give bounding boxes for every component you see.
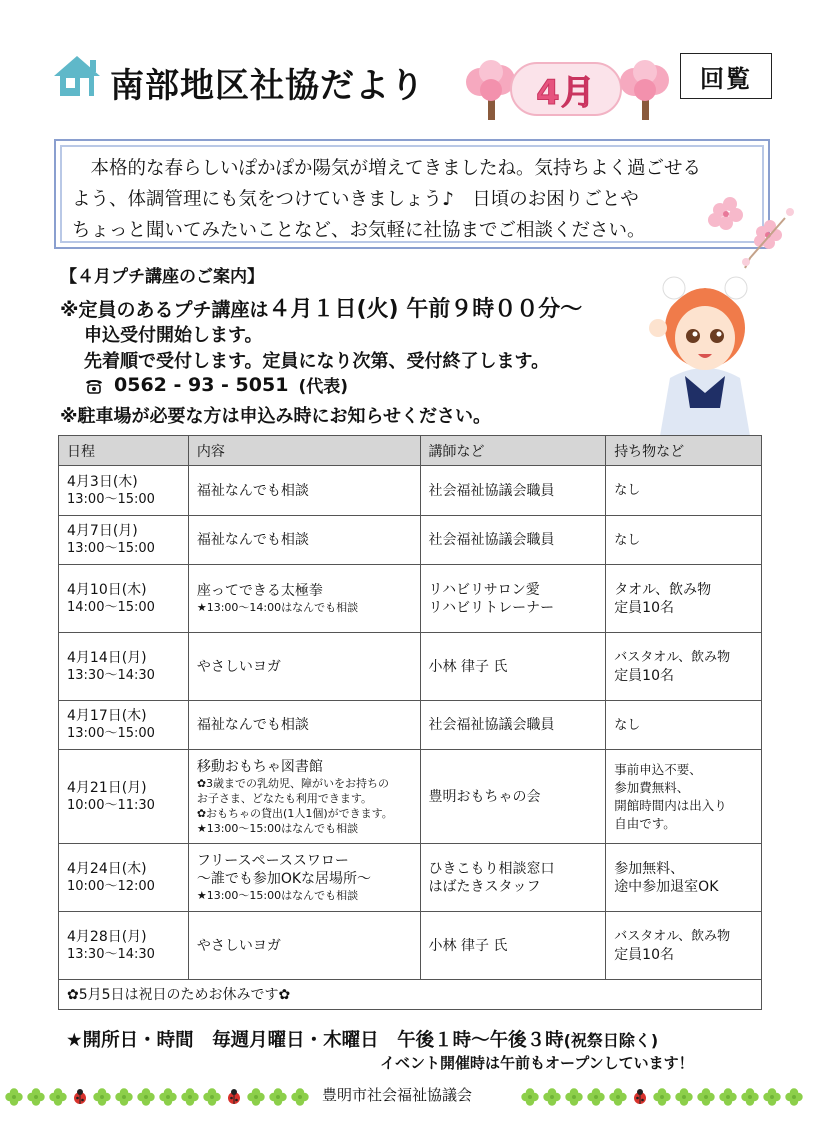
lecturer: はばたきスタッフ — [428, 878, 541, 895]
content-cell — [188, 633, 420, 701]
date: 4月14日(月) — [67, 649, 147, 666]
table-row — [59, 701, 762, 750]
intro-line: よう、体調管理にも気をつけていきましょう♪ 日頃のお困りごとや — [72, 189, 639, 210]
holiday-note: ✿5月5日は祝日のためお休みです✿ — [59, 980, 762, 1010]
items: 参加無料、 — [614, 860, 685, 877]
notice-line — [60, 292, 582, 323]
clover-icon — [652, 1087, 672, 1107]
table-row — [59, 633, 762, 701]
time: 13:00～15:00 — [67, 541, 155, 556]
phone-line — [84, 372, 348, 397]
cherry-tree-icon — [616, 58, 674, 122]
clover-icon — [246, 1087, 266, 1107]
content: やさしいヨガ — [196, 658, 281, 675]
content-note: ★13:00～15:00はなんでも相談 — [196, 889, 359, 902]
intro-box — [54, 139, 770, 249]
table-row — [59, 750, 762, 844]
content-note: ★13:00～15:00はなんでも相談 — [196, 821, 359, 835]
content: やさしいヨガ — [196, 937, 281, 954]
content-cell — [188, 844, 420, 912]
clover-icon — [202, 1087, 222, 1107]
intro-line: ちょっと聞いてみたいことなど、お気軽に社協までご相談ください。 — [72, 220, 646, 241]
table-row — [59, 912, 762, 980]
time: 13:00～15:00 — [67, 726, 155, 741]
date-cell — [59, 633, 189, 701]
items: 事前申込不要、 — [614, 761, 702, 777]
clover-icon — [158, 1087, 178, 1107]
column-header: 講師など — [420, 436, 606, 466]
time: 13:00～15:00 — [67, 491, 155, 507]
lecturer: リハビリトレーナー — [428, 599, 555, 616]
clover-icon — [564, 1087, 584, 1107]
content-cell — [188, 912, 420, 980]
notice-line: 申込受付開始します。 — [84, 325, 263, 346]
content-note: ★13:00～14:00はなんでも相談 — [196, 601, 359, 614]
items-cell — [606, 912, 762, 980]
date: 4月21日(月) — [67, 779, 147, 796]
clover-icon — [92, 1087, 112, 1107]
date: 4月10日(木) — [67, 581, 147, 598]
items: 参加費無料、 — [614, 779, 690, 795]
lecturer: 社会福祉協議会職員 — [428, 532, 555, 548]
clover-icon — [268, 1087, 288, 1107]
ladybug-icon — [224, 1087, 244, 1107]
items-cell — [606, 750, 762, 844]
time: 13:30～14:30 — [67, 946, 155, 962]
date: 4月3日(木) — [67, 473, 138, 490]
table-row — [59, 844, 762, 912]
lecturer-cell — [420, 516, 606, 565]
lecturer-cell — [420, 750, 606, 844]
table-header-row — [59, 436, 762, 466]
column-header: 日程 — [59, 436, 189, 466]
kairan-box: 回覧 — [680, 53, 772, 99]
time: 10:00～11:30 — [67, 797, 155, 813]
clover-border — [520, 1084, 804, 1110]
clover-icon — [520, 1087, 540, 1107]
items: なし — [614, 532, 641, 548]
clover-icon — [608, 1087, 628, 1107]
clover-icon — [718, 1087, 738, 1107]
lecturer: ひきこもり相談窓口 — [428, 860, 555, 877]
date: 4月28日(月) — [67, 928, 147, 945]
content-note: ✿3歳までの乳幼児、障がいをお持ちの — [196, 776, 390, 790]
table-row — [59, 466, 762, 516]
items-cell — [606, 516, 762, 565]
items: 定員10名 — [614, 946, 675, 963]
date-cell — [59, 565, 189, 633]
clover-border — [4, 1084, 310, 1110]
date-cell — [59, 516, 189, 565]
table-row — [59, 565, 762, 633]
clover-icon — [26, 1087, 46, 1107]
items-cell — [606, 633, 762, 701]
clover-icon — [586, 1087, 606, 1107]
items: 定員10名 — [614, 599, 675, 616]
column-header: 持ち物など — [606, 436, 762, 466]
content-cell — [188, 516, 420, 565]
date: 4月17日(木) — [67, 708, 147, 724]
time: 10:00～12:00 — [67, 878, 155, 894]
ladybug-icon — [70, 1087, 90, 1107]
mascot-character-icon — [640, 258, 770, 438]
date-cell — [59, 844, 189, 912]
table-footer-row — [59, 980, 762, 1010]
clover-icon — [290, 1087, 310, 1107]
items: なし — [614, 483, 641, 498]
content-cell — [188, 750, 420, 844]
clover-icon — [696, 1087, 716, 1107]
lecturer-cell — [420, 912, 606, 980]
content-subtitle: ～誰でも参加OKな居場所～ — [196, 871, 372, 887]
content-cell — [188, 565, 420, 633]
items: バスタオル、飲み物 — [614, 649, 731, 665]
lecturer: リハビリサロン愛 — [428, 581, 540, 598]
items-cell — [606, 844, 762, 912]
date: 4月7日(月) — [67, 523, 138, 539]
items: 自由です。 — [614, 815, 676, 831]
content: 移動おもちゃ図書館 — [196, 758, 323, 775]
content: 福祉なんでも相談 — [196, 482, 309, 499]
items: バスタオル、飲み物 — [614, 928, 731, 944]
notice-prefix: ※定員のあるプチ講座は — [60, 299, 269, 321]
lecturer: 小林 律子 氏 — [428, 937, 508, 954]
items-cell — [606, 565, 762, 633]
content: 福祉なんでも相談 — [196, 717, 309, 733]
items: タオル、飲み物 — [614, 581, 712, 598]
clover-icon — [114, 1087, 134, 1107]
notice-line: 先着順で受付します。定員になり次第、受付終了します。 — [84, 351, 550, 372]
items: なし — [614, 717, 641, 733]
date-cell — [59, 750, 189, 844]
parking-note: ※駐車場が必要な方は申込み時にお知らせください。 — [60, 406, 491, 427]
items-cell — [606, 701, 762, 750]
open-days — [66, 1026, 658, 1052]
clover-icon — [674, 1087, 694, 1107]
notice-date: ４月１日(火) 午前９時００分～ — [268, 297, 583, 322]
lecturer-cell — [420, 565, 606, 633]
content-cell — [188, 466, 420, 516]
content: フリースペーススワロー — [196, 853, 349, 869]
intro-line: 本格的な春らしいぽかぽか陽気が増えてきましたね。気持ちよく過ごせる — [72, 158, 702, 179]
clover-icon — [48, 1087, 68, 1107]
date-cell — [59, 912, 189, 980]
column-header: 内容 — [188, 436, 420, 466]
lecturer: 社会福祉協議会職員 — [428, 717, 555, 733]
clover-icon — [740, 1087, 760, 1107]
items: 開館時間内は出入り — [614, 797, 727, 813]
ladybug-icon — [630, 1087, 650, 1107]
date-cell — [59, 701, 189, 750]
clover-icon — [784, 1087, 804, 1107]
lecturer-cell — [420, 701, 606, 750]
clover-icon — [762, 1087, 782, 1107]
month-label: 4月 — [536, 72, 596, 113]
organization-name: 豊明市社会福祉協議会 — [322, 1086, 473, 1104]
lecturer-cell — [420, 844, 606, 912]
table-row — [59, 516, 762, 565]
items: 途中参加退室OK — [614, 878, 719, 895]
clover-icon — [180, 1087, 200, 1107]
lecturer-cell — [420, 466, 606, 516]
month-badge — [510, 62, 622, 116]
clover-icon — [4, 1087, 24, 1107]
date: 4月24日(木) — [67, 860, 147, 877]
open-days-note: (祝祭日除く) — [563, 1031, 659, 1050]
house-icon — [52, 54, 102, 98]
items: 定員10名 — [614, 667, 675, 684]
content-cell — [188, 701, 420, 750]
page-title: 南部地区社協だより — [110, 66, 425, 106]
time: 13:30～14:30 — [67, 667, 155, 683]
time: 14:00～15:00 — [67, 599, 155, 615]
phone-number: 0562 - 93 - 5051 — [114, 373, 289, 396]
open-days-text: ★開所日・時間 毎週月曜日・木曜日 午後１時～午後３時 — [66, 1030, 564, 1051]
content: 福祉なんでも相談 — [196, 532, 309, 548]
section-heading: 【４月プチ講座のご案内】 — [60, 267, 264, 287]
clover-icon — [542, 1087, 562, 1107]
date-cell — [59, 466, 189, 516]
schedule-table — [58, 435, 762, 1010]
content: 座ってできる太極拳 — [196, 583, 323, 599]
lecturer-cell — [420, 633, 606, 701]
lecturer: 社会福祉協議会職員 — [428, 482, 555, 499]
phone-note: (代表) — [298, 377, 348, 397]
lecturer: 豊明おもちゃの会 — [428, 788, 541, 805]
event-open-note: イベント開催時は午前もオープンしています！ — [380, 1054, 694, 1072]
phone-icon — [84, 376, 104, 394]
clover-icon — [136, 1087, 156, 1107]
lecturer: 小林 律子 氏 — [428, 658, 508, 675]
content-note: ✿おもちゃの貸出(1人1個)ができます。 — [196, 806, 393, 820]
items-cell — [606, 466, 762, 516]
content-note: お子さま、どなたも利用できます。 — [196, 791, 372, 805]
